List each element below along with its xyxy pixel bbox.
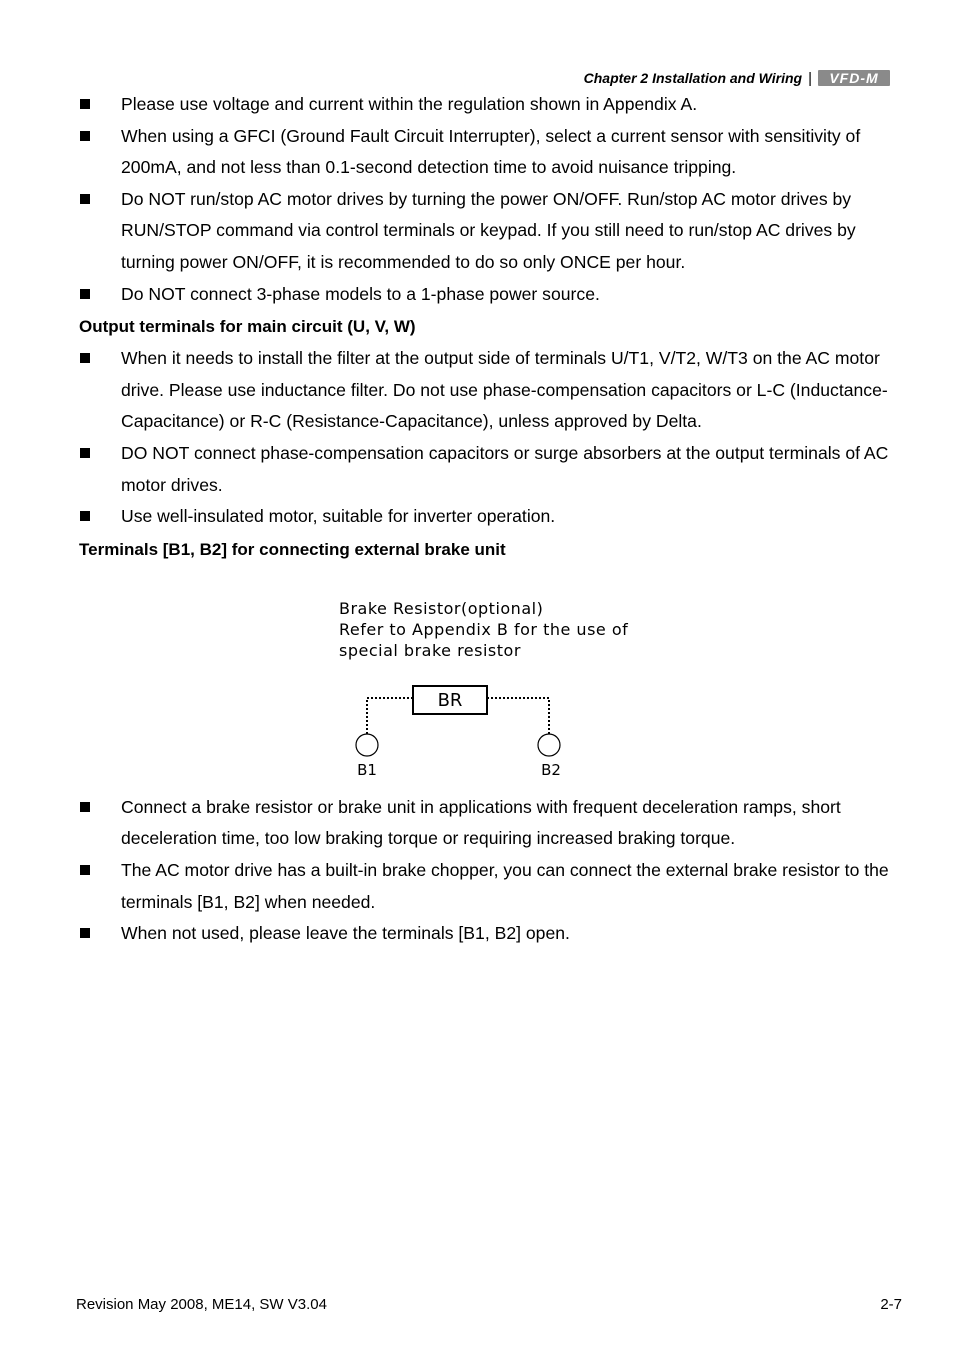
list-item: Connect a brake resistor or brake unit in applications with frequent deceleration ramps, short deceleration time, too low braking torque or requiring increased braking torque. [79,792,897,855]
terminal-b1-label: B1 [357,760,377,779]
terminal-b2-label: B2 [541,760,561,779]
square-bullet-icon [80,448,90,458]
list-item: When using a GFCI (Ground Fault Circuit Interrupter), select a current sensor with sensitivity of 200mA, and not less than 0.1-second detection time to avoid nuisance tripping. [79,121,897,184]
list-item: When not used, please leave the terminals [B1, B2] open. [79,918,897,950]
caption-line-2: Refer to Appendix B for the use of [339,619,629,639]
list-item: Do NOT connect 3-phase models to a 1-phase power source. [79,279,897,311]
power-bullet-list [79,89,897,310]
page-number: 2-7 [880,1296,902,1313]
brake-bullet-list [79,792,897,950]
page-content [79,89,897,950]
resistor-label: BR [437,689,463,711]
right-dashed-wire [487,698,549,734]
caption-line-3: special brake resistor [339,640,521,660]
brake-resistor-diagram [79,566,897,792]
brake-wiring-svg [339,574,659,789]
list-item: DO NOT connect phase-compensation capacitors or surge absorbers at the output terminals of AC motor drives. [79,438,897,501]
page-header [584,66,890,90]
page-footer [76,1296,902,1313]
square-bullet-icon [80,194,90,204]
square-bullet-icon [80,865,90,875]
list-item: Use well-insulated motor, suitable for inverter operation. [79,501,897,533]
list-item: Please use voltage and current within the regulation shown in Appendix A. [79,89,897,121]
square-bullet-icon [80,289,90,299]
list-item: The AC motor drive has a built-in brake chopper, you can connect the external brake resistor to the terminals [B1, B2] when needed. [79,855,897,918]
b2-terminal-icon [538,734,560,756]
chapter-title: Chapter 2 Installation and Wiring [583,70,803,86]
square-bullet-icon [80,99,90,109]
revision-info: Revision May 2008, ME14, SW V3.04 [76,1296,327,1313]
output-bullet-list [79,343,897,533]
square-bullet-icon [80,511,90,521]
b1-terminal-icon [356,734,378,756]
square-bullet-icon [80,802,90,812]
square-bullet-icon [80,928,90,938]
brake-terminals-heading: Terminals [B1, B2] for connecting external brake unit [79,539,506,559]
list-item: When it needs to install the filter at the output side of terminals U/T1, V/T2, W/T3 on the AC motor drive. Please use inductance filter. Do not use phase-compensation capacitors or L-C (Inductance-Capacitance) or R-C (Resistance-Capacitance), unless approved by Delta. [79,343,897,438]
caption-line-1: Brake Resistor(optional) [339,598,544,618]
left-dashed-wire [367,698,413,734]
square-bullet-icon [80,131,90,141]
list-item: Do NOT run/stop AC motor drives by turning the power ON/OFF. Run/stop AC motor drives by RUN/STOP command via control terminals or keypad. If you still need to run/stop AC drives by turning power ON/OFF, it is recommended to do so only ONCE per hour. [79,184,897,279]
output-terminals-heading: Output terminals for main circuit (U, V, W) [79,317,416,337]
vfd-m-logo: VFD-M [818,70,890,86]
square-bullet-icon [80,353,90,363]
header-separator: | [808,69,812,87]
